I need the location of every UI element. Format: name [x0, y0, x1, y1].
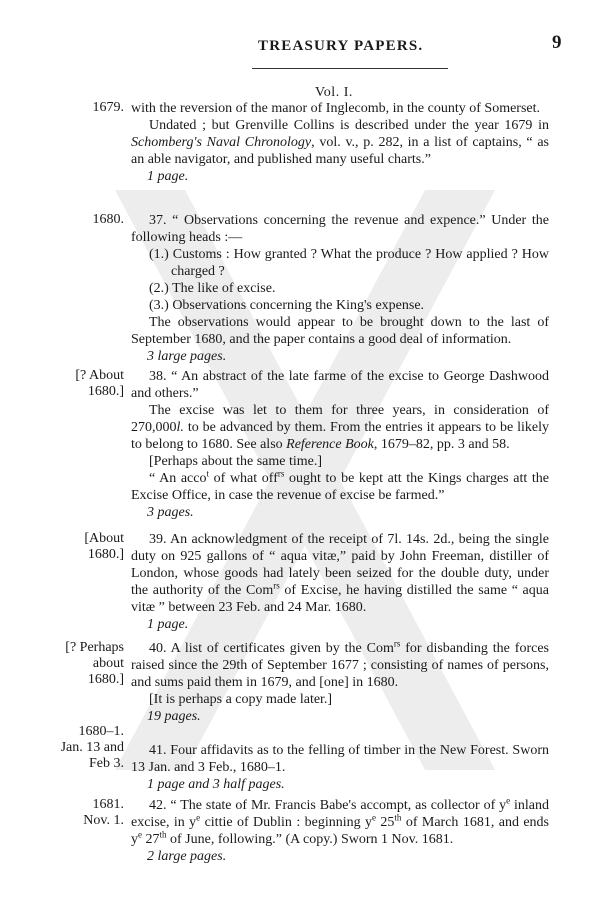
page-number: 9 — [552, 32, 562, 53]
entry-text: [It is perhaps a copy made later.] — [149, 692, 333, 707]
page-count-note: 19 pages. — [147, 709, 201, 724]
entry-text: (3.) Observations concerning the King's expense. — [149, 298, 425, 313]
entry-text: with the reversion of the manor of Inglecomb, in the county of Somerset. — [131, 101, 541, 116]
entry-text: The excise was let to them for three years, in consideration of 270,000l. to be advanced by them. From the entries it appears to be likely to belong to 1680. See also Reference Book, 1679–82, pp. 3 and 58. — [131, 403, 549, 452]
entry-text: “ An acco$^t$ of what off$^{rs}$ ought to be kept att the Kings charges att the Excise Office, in case the revenue of excise be farmed.” — [131, 468, 549, 503]
page-header — [0, 34, 606, 64]
entry-date: 1680–1. Jan. 13 and Feb 3. — [60, 724, 124, 771]
page-count-note: 1 page and 3 half pages. — [147, 777, 285, 792]
entry-body — [131, 368, 549, 521]
entry-text: 37. “ Observations concerning the revenue and expence.” Under the following heads :— — [131, 213, 549, 245]
entry-body — [131, 212, 549, 365]
entry-body — [131, 640, 549, 725]
page-count-note: 2 large pages. — [147, 849, 227, 864]
page-count-note: 1 page. — [147, 169, 189, 184]
entry-date: 1679. — [92, 100, 124, 115]
page-count-note: 3 pages. — [147, 505, 194, 520]
entry-body — [131, 531, 549, 633]
volume-label: Vol. I. — [315, 85, 353, 100]
entry-date: 1681. Nov. 1. — [83, 797, 124, 828]
header-rule — [252, 68, 448, 69]
entry-body — [131, 797, 549, 865]
entry-date: [About 1680.] — [84, 531, 124, 562]
page-count-note: 3 large pages. — [147, 349, 227, 364]
entry-text: 40. A list of certificates given by the Com$^{rs}$ for disbanding the forces raised since the 29th of September 1677 ; consisting of names of persons, and sums paid them in 1679, and [one] in 1680. — [131, 638, 549, 690]
entry-text: (2.) The like of excise. — [149, 281, 276, 296]
entry-date: [? About 1680.] — [75, 368, 124, 399]
entry-text: (1.) Customs : How granted ? What the produce ? How applied ? How charged ? — [149, 247, 549, 279]
entry-text: 42. “ The state of Mr. Francis Babe's accompt, as collector of $y^e$ inland excise, in $y^e$ cittie of Dublin : beginning $y^e$ 25th of March 1681, and ends $y^e$ 27th of June, following.” (A copy.) Sworn 1 Nov. 1681. — [131, 795, 550, 847]
entry-date: 1680. — [92, 212, 124, 227]
entry-text: 38. “ An abstract of the late farme of the excise to George Dashwood and others.” — [131, 369, 549, 401]
entry-body — [131, 742, 549, 793]
entry-text: 41. Four affidavits as to the felling of timber in the New Forest. Sworn 13 Jan. and 3 Feb., 1680–1. — [131, 743, 549, 775]
running-title: TREASURY PAPERS. — [258, 38, 424, 54]
page-count-note: 1 page. — [147, 617, 189, 632]
entry-text: [Perhaps about the same time.] — [149, 454, 323, 469]
entry-date: [? Perhaps about 1680.] — [65, 640, 124, 687]
entry-text: The observations would appear to be brought down to the last of September 1680, and the paper contains a good deal of information. — [131, 315, 549, 347]
entry-text: 39. An acknowledgment of the receipt of 7l. 14s. 2d., being the single duty on 925 gallons of “ aqua vitæ,” paid by John Freeman, distiller of London, whose goods had lately been seized for the double duty, under the authority of the Com$^{rs}$ of Excise, he having distilled the same “ aqua vitæ ” between 23 Feb. and 24 Mar. 1680. — [131, 532, 549, 615]
entry-body — [131, 100, 549, 185]
entry-text: Undated ; but Grenville Collins is described under the year 1679 in Schomberg's Naval Chronology, vol. v., p. 282, in a list of captains, “ as an able navigator, and published many useful charts.” — [131, 118, 549, 167]
